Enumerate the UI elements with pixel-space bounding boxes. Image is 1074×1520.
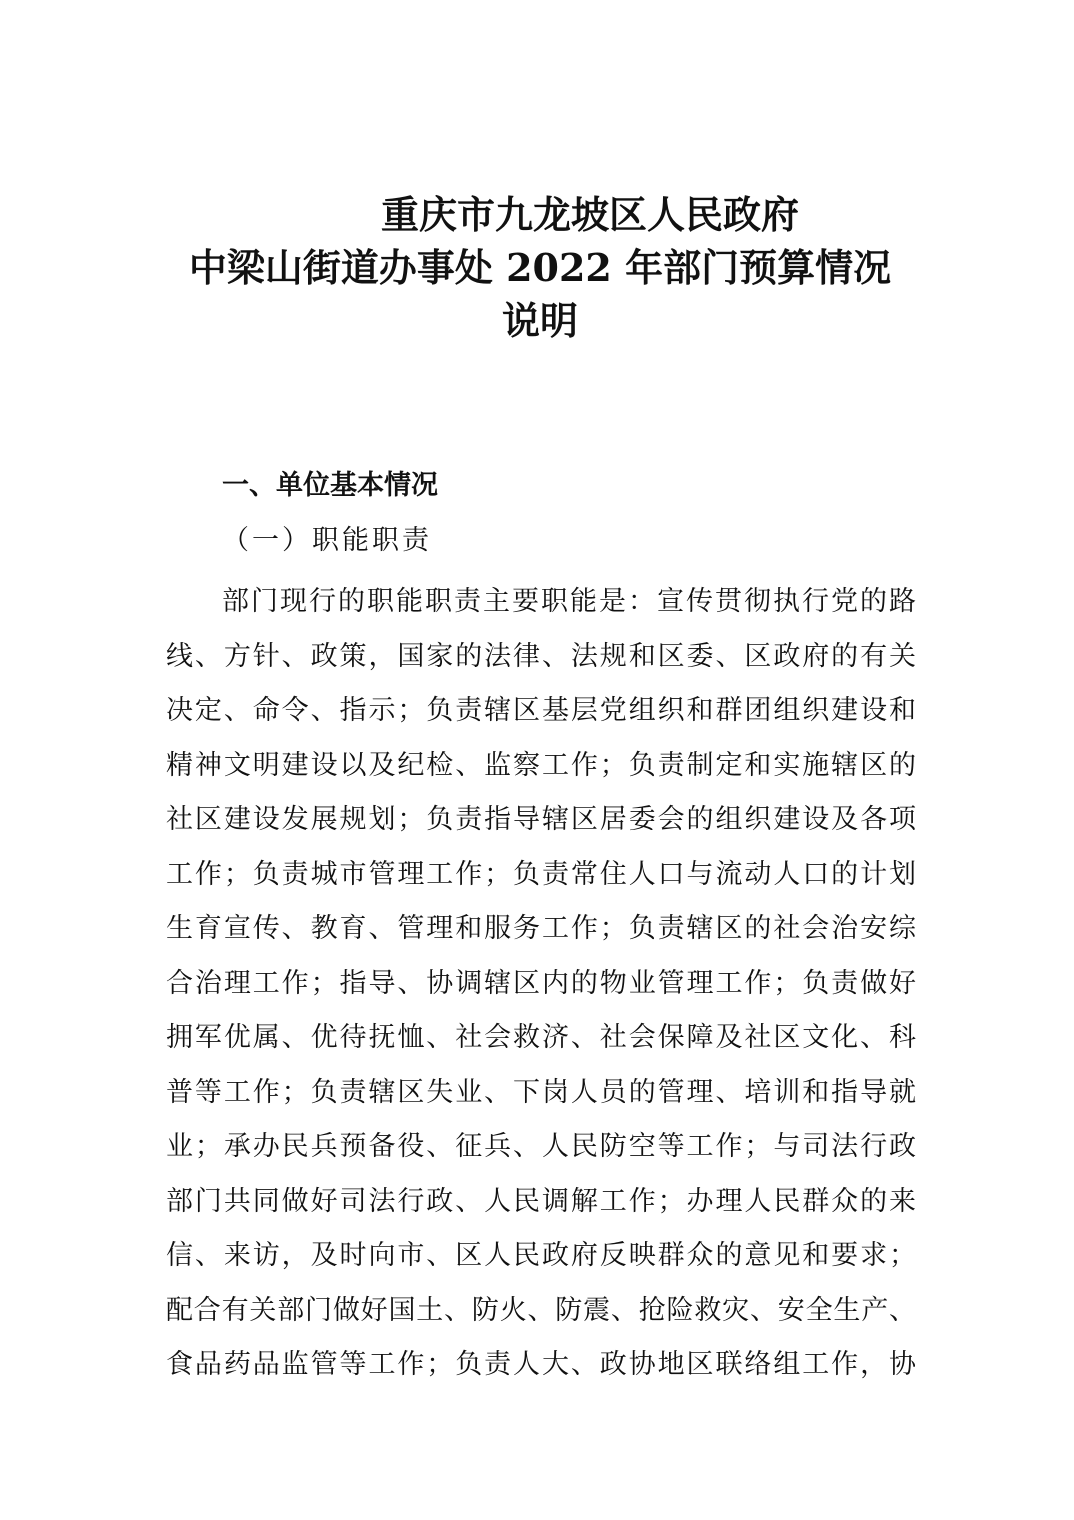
body-line: 业；承办民兵预备役、征兵、人民防空等工作；与司法行政 [166,1131,916,1162]
body-line: 部门共同做好司法行政、人民调解工作；办理人民群众的来 [166,1185,916,1217]
subsection-heading-duties: （一）职能职责 [222,525,432,556]
body-line: 拥军优属、优待抚恤、社会救济、社会保障及社区文化、科 [166,1022,916,1053]
body-line: 线、方针、政策，国家的法律、法规和区委、区政府的有关 [166,640,916,672]
body-line: 信、来访，及时向市、区人民政府反映群众的意见和要求； [166,1240,916,1271]
body-line: 决定、命令、指示；负责辖区基层党组织和群团组织建设和 [166,695,916,726]
section-heading-basic-info: 一、单位基本情况 [222,470,438,501]
body-line: 部门现行的职能职责主要职能是：宣传贯彻执行党的路 [222,586,916,617]
body-paragraph [166,575,916,1393]
body-line: 工作；负责城市管理工作；负责常住人口与流动人口的计划 [166,858,916,890]
body-line: 社区建设发展规划；负责指导辖区居委会的组织建设及各项 [166,804,916,835]
document-title-line-1: 重庆市九龙坡区人民政府 [380,192,799,237]
body-line: 配合有关部门做好国土、防火、防震、抢险救灾、安全生产、 [166,1294,916,1326]
document-title-line-2: 中梁山街道办事处 2022 年部门预算情况 [188,245,892,290]
body-line: 生育宣传、教育、管理和服务工作；负责辖区的社会治安综 [166,913,916,944]
body-line: 食品药品监管等工作；负责人大、政协地区联络组工作，协 [166,1349,916,1380]
document-title-line-3: 说明 [501,298,578,343]
body-line: 合治理工作；指导、协调辖区内的物业管理工作；负责做好 [166,967,916,999]
body-line: 精神文明建设以及纪检、监察工作；负责制定和实施辖区的 [166,749,916,781]
body-line: 普等工作；负责辖区失业、下岗人员的管理、培训和指导就 [166,1076,916,1108]
